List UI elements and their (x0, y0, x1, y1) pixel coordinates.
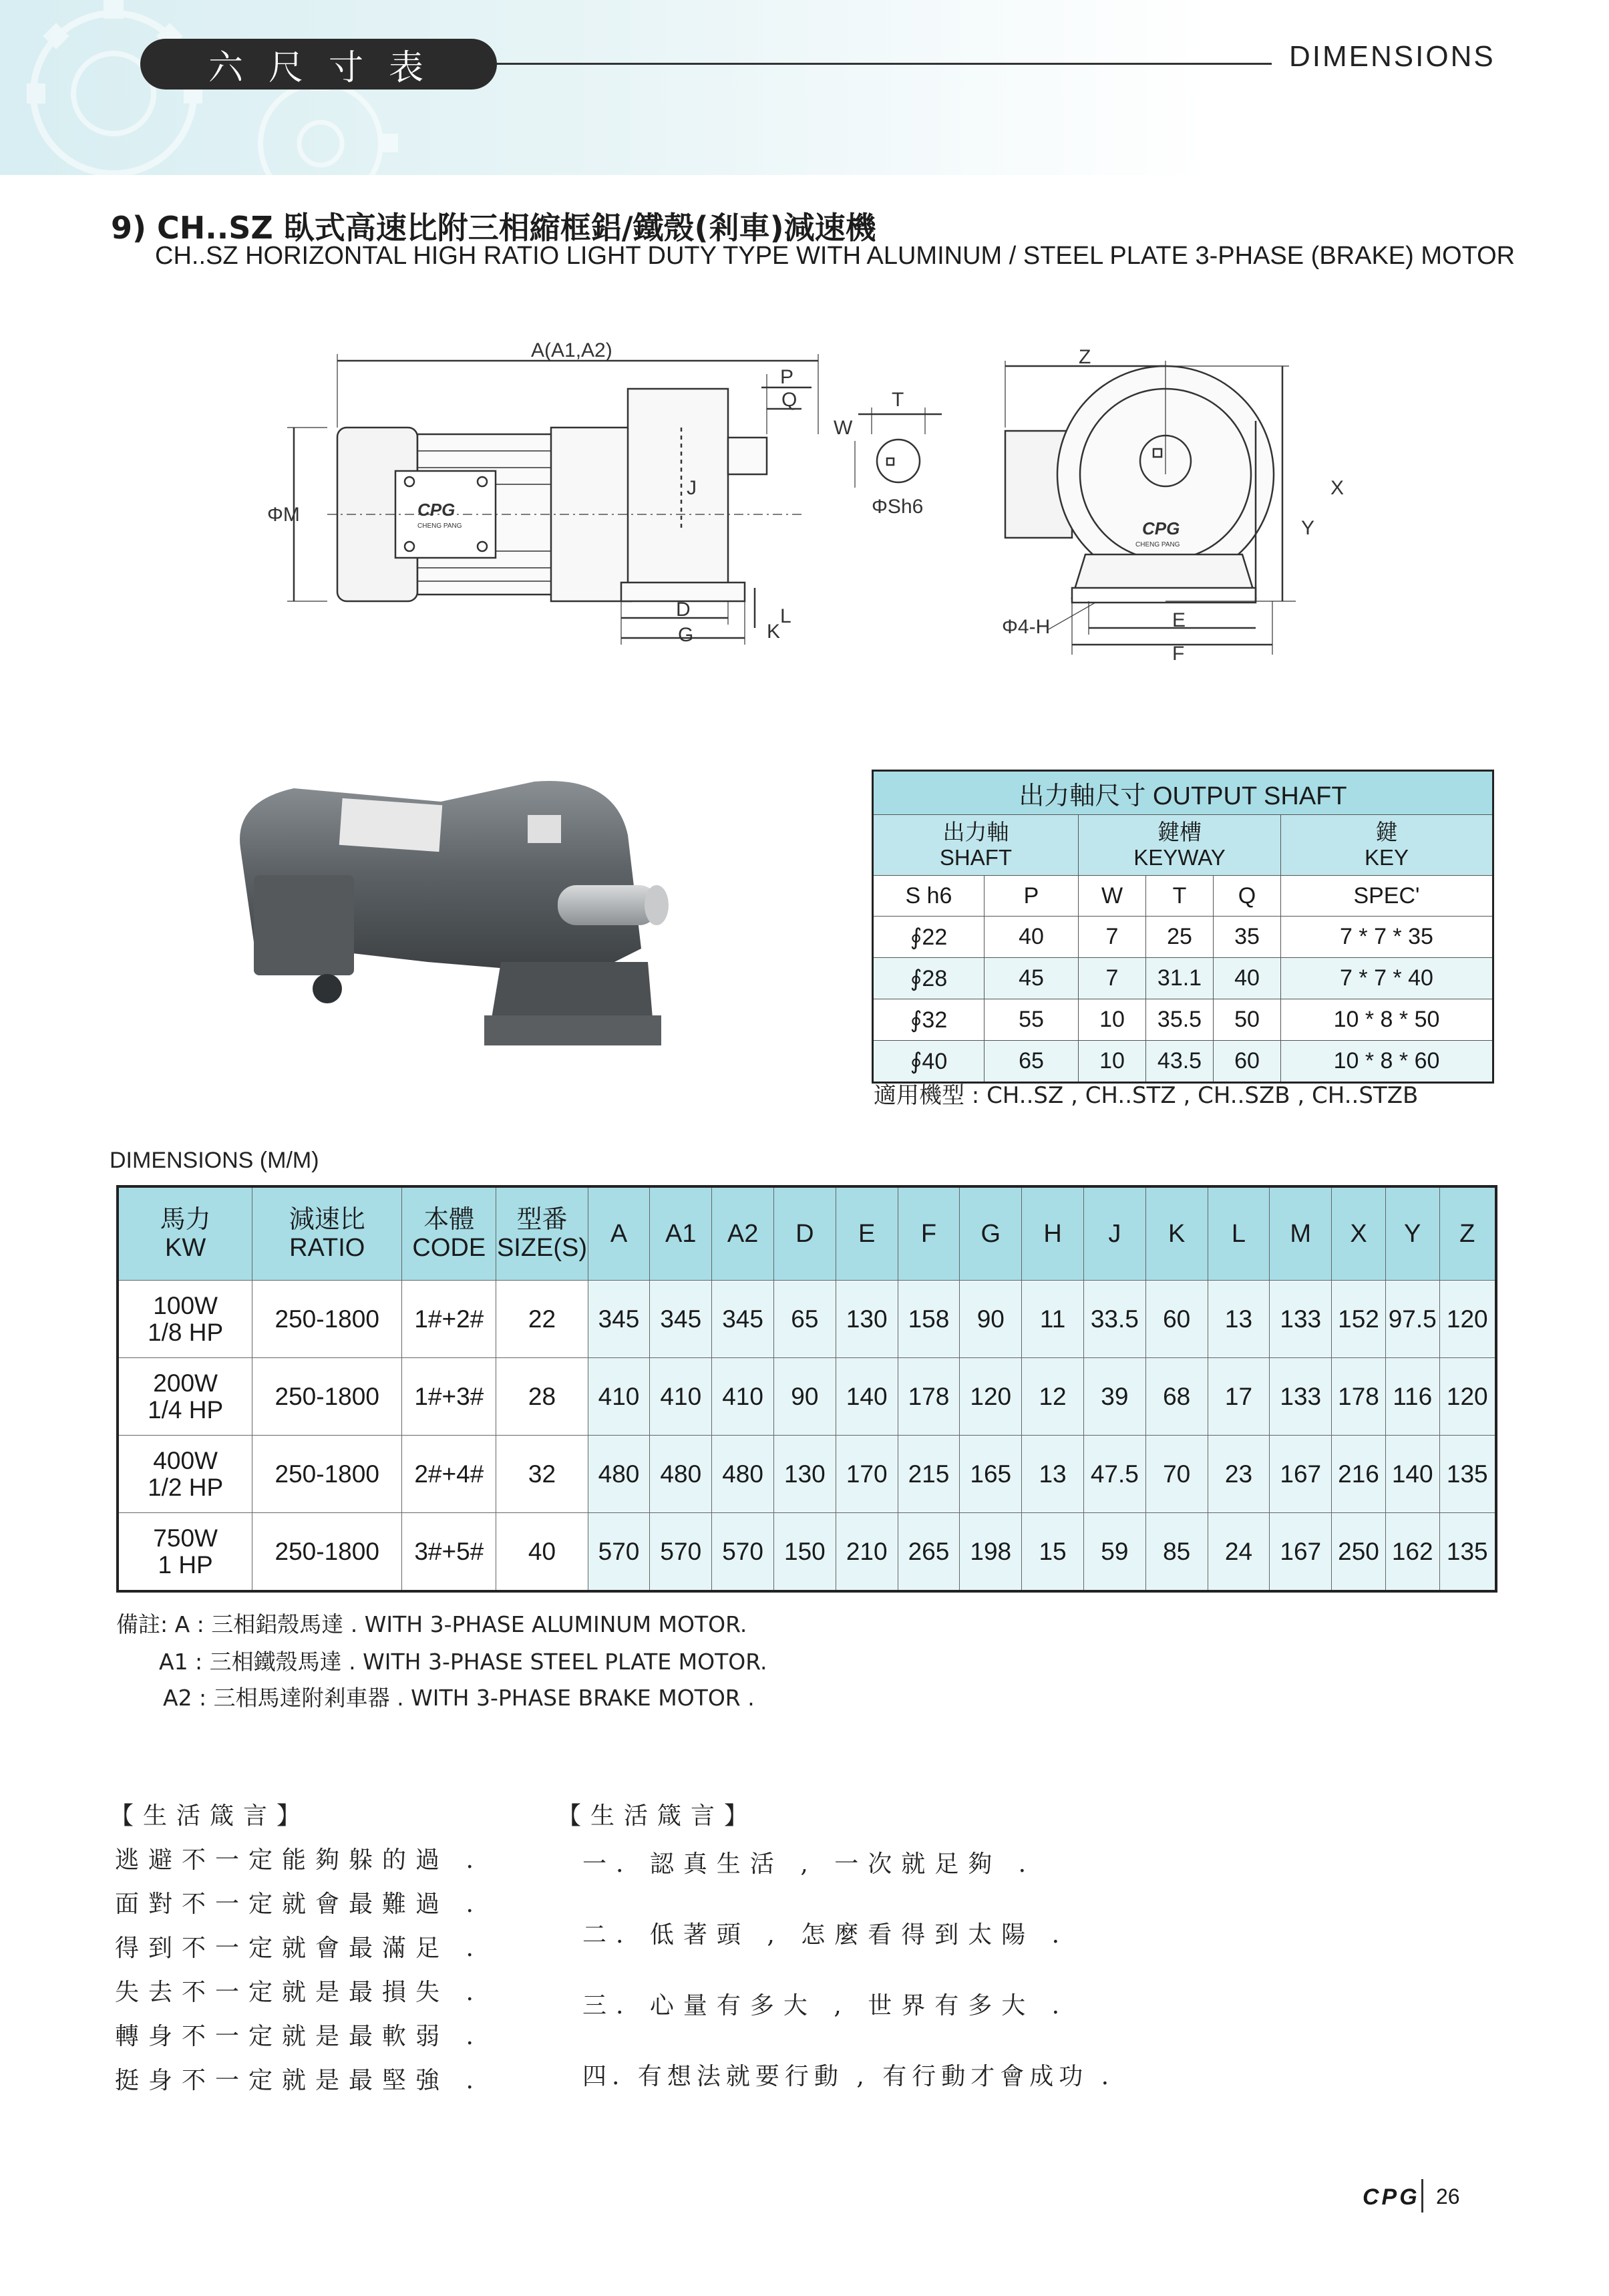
table-cell: 133 (1270, 1358, 1332, 1436)
table-cell: 65 (985, 1041, 1079, 1083)
motto-left-heading: 【生活箴言】 (110, 1802, 311, 1830)
label-t: T (892, 389, 904, 411)
table-cell: ∮32 (873, 999, 985, 1041)
dim-col-header (118, 1186, 252, 1281)
dim-col-header-line1: X (1350, 1220, 1367, 1248)
dim-col-header-line1: M (1290, 1220, 1312, 1248)
table-cell: 158 (898, 1281, 960, 1358)
table-cell: 133 (1270, 1281, 1332, 1358)
table-cell: 116 (1385, 1358, 1439, 1436)
shaft-group-en: SHAFT (939, 845, 1013, 870)
dim-col-header-line1: 馬力 (160, 1206, 211, 1234)
motto-right-line: 二. 低著頭 , 怎麼看得到太陽 . (582, 1921, 1069, 1949)
shaft-col-header: S h6 (873, 876, 985, 917)
dimensions-table (116, 1185, 1497, 1593)
label-y: Y (1301, 517, 1315, 539)
table-cell: 140 (1385, 1436, 1439, 1513)
dim-col-header (1385, 1186, 1439, 1281)
table-cell: 170 (836, 1436, 898, 1513)
product-title-en: CH..SZ HORIZONTAL HIGH RATIO LIGHT DUTY TYPE WITH ALUMINUM / STEEL PLATE 3-PHASE (BRAKE) MOTOR (155, 242, 1515, 270)
label-a: A(A1,A2) (531, 339, 612, 361)
motto-left-line: 逃避不一定能夠躲的過 . (115, 1846, 483, 1874)
dim-col-header-line1: A1 (665, 1220, 697, 1248)
table-cell: 345 (588, 1281, 650, 1358)
dim-col-header-line2: RATIO (289, 1234, 365, 1262)
power-hp: 1/4 HP (148, 1396, 224, 1424)
dim-col-header-line1: H (1043, 1220, 1062, 1248)
table-cell-code: 2#+4# (402, 1436, 496, 1513)
drawing-brand-sub-front: CHENG PANG (1135, 541, 1180, 548)
table-cell: 10 (1079, 999, 1146, 1041)
table-cell: 10 * 8 * 50 (1281, 999, 1493, 1041)
table-cell: 35 (1214, 917, 1281, 958)
shaft-table-title: 出力軸尺寸 OUTPUT SHAFT (873, 771, 1493, 815)
table-cell: 10 (1079, 1041, 1146, 1083)
header-rule (497, 63, 1272, 65)
table-cell: 60 (1145, 1281, 1208, 1358)
table-cell: 35.5 (1146, 999, 1214, 1041)
dim-col-header-line2: SIZE(S) (496, 1234, 588, 1262)
table-row (873, 917, 1493, 958)
dim-col-header-line2: KW (165, 1234, 206, 1262)
table-cell: 120 (960, 1358, 1022, 1436)
dim-col-header-line1: D (795, 1220, 814, 1248)
label-f: F (1172, 643, 1185, 665)
table-cell-size: 28 (496, 1358, 588, 1436)
table-cell: 24 (1208, 1513, 1270, 1592)
table-cell: 345 (712, 1281, 774, 1358)
dim-col-header-line1: L (1231, 1220, 1246, 1248)
note-a: 備註: A : 三相鋁殼馬達 . WITH 3-PHASE ALUMINUM MOTOR. (116, 1611, 747, 1637)
table-cell: 410 (588, 1358, 650, 1436)
label-j: J (687, 477, 697, 499)
table-cell: 70 (1145, 1436, 1208, 1513)
table-cell: 120 (1439, 1281, 1496, 1358)
table-row (118, 1513, 1496, 1592)
table-cell: 167 (1270, 1513, 1332, 1592)
motto-left-line: 面對不一定就會最難過 . (115, 1891, 483, 1918)
page-number: 26 (1436, 2184, 1460, 2208)
table-cell: 33.5 (1083, 1281, 1145, 1358)
shaft-col-header: W (1079, 876, 1146, 917)
product-title-zh: 9) CH..SZ 臥式高速比附三相縮框鋁/鐵殼(剎車)減速機 (111, 210, 876, 246)
table-cell: 85 (1145, 1513, 1208, 1592)
table-cell-size: 32 (496, 1436, 588, 1513)
motto-left-line: 轉身不一定就是最軟弱 . (115, 2023, 483, 2050)
dim-col-header (712, 1186, 774, 1281)
table-cell: 50 (1214, 999, 1281, 1041)
key-group-zh: 鍵 (1375, 820, 1398, 844)
dim-col-header (650, 1186, 712, 1281)
dim-col-header (836, 1186, 898, 1281)
dim-col-header (588, 1186, 650, 1281)
keyway-group-header (1079, 815, 1281, 876)
power-kw: 100W (153, 1291, 218, 1319)
table-cell: 90 (960, 1281, 1022, 1358)
table-cell: ∮40 (873, 1041, 985, 1083)
dim-header-row (118, 1186, 1496, 1281)
table-cell: 25 (1146, 917, 1214, 958)
power-cell (118, 1513, 252, 1592)
shaft-col-header: SPEC' (1281, 876, 1493, 917)
table-row (873, 999, 1493, 1041)
dim-col-header-line1: 減速比 (289, 1206, 365, 1234)
label-e: E (1172, 609, 1186, 631)
dim-col-header (1083, 1186, 1145, 1281)
table-cell: 135 (1439, 1436, 1496, 1513)
dimension-drawing (267, 334, 1349, 681)
table-cell: 410 (712, 1358, 774, 1436)
table-cell: 265 (898, 1513, 960, 1592)
label-h: Φ4-H (1002, 616, 1051, 638)
table-cell-size: 22 (496, 1281, 588, 1358)
table-cell: 11 (1022, 1281, 1084, 1358)
dim-col-header (960, 1186, 1022, 1281)
table-cell: 60 (1214, 1041, 1281, 1083)
dim-col-header-line1: 型番 (516, 1206, 568, 1234)
dim-col-header (252, 1186, 402, 1281)
table-cell-ratio: 250-1800 (252, 1281, 402, 1358)
table-cell: 68 (1145, 1358, 1208, 1436)
drawing-brand-front: CPG (1142, 518, 1180, 538)
power-cell (118, 1281, 252, 1358)
key-group-en: KEY (1364, 845, 1409, 870)
footer-separator (1421, 2179, 1423, 2212)
dim-col-header-line1: A2 (727, 1220, 759, 1248)
power-cell (118, 1436, 252, 1513)
keyway-group-zh: 鍵槽 (1157, 820, 1202, 844)
label-sh6: ΦSh6 (872, 496, 924, 518)
table-cell: 167 (1270, 1436, 1332, 1513)
table-cell-code: 1#+2# (402, 1281, 496, 1358)
power-kw: 750W (153, 1524, 218, 1552)
dim-col-header-line1: Z (1459, 1220, 1475, 1248)
product-photo (214, 762, 788, 1069)
dim-col-header-line1: F (920, 1220, 937, 1248)
table-cell: 7 * 7 * 35 (1281, 917, 1493, 958)
table-cell: 130 (773, 1436, 836, 1513)
table-cell: 150 (773, 1513, 836, 1592)
table-cell: 55 (985, 999, 1079, 1041)
table-cell: 31.1 (1146, 958, 1214, 999)
dim-col-header (1332, 1186, 1386, 1281)
table-cell-code: 3#+5# (402, 1513, 496, 1592)
table-cell: 13 (1022, 1436, 1084, 1513)
table-cell: ∮22 (873, 917, 985, 958)
table-cell: 152 (1332, 1281, 1386, 1358)
dim-col-header (402, 1186, 496, 1281)
shaft-col-header: P (985, 876, 1079, 917)
power-hp: 1/2 HP (148, 1473, 224, 1501)
table-cell: 410 (650, 1358, 712, 1436)
table-cell: 47.5 (1083, 1436, 1145, 1513)
drawing-brand-side: CPG (417, 500, 456, 520)
table-cell: 480 (650, 1436, 712, 1513)
key-group-header (1281, 815, 1493, 876)
table-cell: 570 (650, 1513, 712, 1592)
table-cell: 140 (836, 1358, 898, 1436)
dim-body (118, 1281, 1496, 1592)
section-title-pill: 六尺寸表 (140, 39, 497, 90)
shaft-group-zh: 出力軸 (942, 820, 1009, 844)
dim-col-header (1208, 1186, 1270, 1281)
dim-col-header-line1: K (1168, 1220, 1186, 1248)
motto-left-line: 挺身不一定就是最堅強 . (115, 2067, 483, 2094)
table-cell: 12 (1022, 1358, 1084, 1436)
motto-right-heading: 【生活箴言】 (557, 1802, 758, 1830)
table-cell: 570 (712, 1513, 774, 1592)
dim-col-header (496, 1186, 588, 1281)
table-cell-ratio: 250-1800 (252, 1436, 402, 1513)
dim-col-header-line2: CODE (412, 1234, 486, 1262)
table-cell: 7 * 7 * 40 (1281, 958, 1493, 999)
table-cell: 97.5 (1385, 1281, 1439, 1358)
table-cell: 130 (836, 1281, 898, 1358)
dim-col-header (1270, 1186, 1332, 1281)
table-cell: 210 (836, 1513, 898, 1592)
table-cell: 162 (1385, 1513, 1439, 1592)
table-cell: 40 (985, 917, 1079, 958)
table-cell: ∮28 (873, 958, 985, 999)
table-cell: 23 (1208, 1436, 1270, 1513)
label-l: L (780, 605, 791, 627)
table-cell: 7 (1079, 958, 1146, 999)
dim-col-header-line1: G (980, 1220, 1001, 1248)
output-shaft-table (872, 770, 1494, 1084)
table-cell-ratio: 250-1800 (252, 1358, 402, 1436)
table-cell: 39 (1083, 1358, 1145, 1436)
table-cell: 570 (588, 1513, 650, 1592)
table-row (873, 958, 1493, 999)
table-cell-code: 1#+3# (402, 1358, 496, 1436)
section-title-en: DIMENSIONS (1289, 40, 1495, 73)
power-kw: 400W (153, 1446, 218, 1474)
motto-left-line: 得到不一定就會最滿足 . (115, 1935, 483, 1962)
dim-col-header (898, 1186, 960, 1281)
dim-col-header (1145, 1186, 1208, 1281)
table-cell-size: 40 (496, 1513, 588, 1592)
shaft-col-header: Q (1214, 876, 1281, 917)
table-cell: 178 (898, 1358, 960, 1436)
table-cell: 15 (1022, 1513, 1084, 1592)
power-hp: 1 HP (158, 1550, 213, 1579)
table-cell: 17 (1208, 1358, 1270, 1436)
dim-col-header (773, 1186, 836, 1281)
applicable-models: 適用機型 : CH..SZ , CH..STZ , CH..SZB , CH..STZB (874, 1082, 1419, 1109)
table-cell: 90 (773, 1358, 836, 1436)
power-kw: 200W (153, 1369, 218, 1397)
table-cell: 250 (1332, 1513, 1386, 1592)
table-cell: 480 (712, 1436, 774, 1513)
dim-col-header-line1: E (858, 1220, 876, 1248)
table-cell: 480 (588, 1436, 650, 1513)
motto-right-line: 一. 認真生活 , 一次就足夠 . (582, 1850, 1036, 1878)
dimensions-label: DIMENSIONS (M/M) (110, 1148, 319, 1173)
note-a2: A2 : 三相馬達附剎車器 . WITH 3-PHASE BRAKE MOTOR . (163, 1685, 755, 1711)
table-cell: 120 (1439, 1358, 1496, 1436)
label-w: W (834, 417, 853, 439)
label-q: Q (781, 389, 797, 411)
table-cell: 198 (960, 1513, 1022, 1592)
table-cell: 215 (898, 1436, 960, 1513)
table-row (118, 1281, 1496, 1358)
dim-col-header (1022, 1186, 1084, 1281)
table-cell: 178 (1332, 1358, 1386, 1436)
table-cell: 43.5 (1146, 1041, 1214, 1083)
motto-right-line: 四. 有想法就要行動 , 有行動才會成功 . (582, 2063, 1115, 2090)
power-cell (118, 1358, 252, 1436)
motto-right-line: 三. 心量有多大 , 世界有多大 . (582, 1992, 1069, 2019)
table-cell: 7 (1079, 917, 1146, 958)
dim-col-header-line1: J (1108, 1220, 1121, 1248)
table-cell: 345 (650, 1281, 712, 1358)
table-cell: 216 (1332, 1436, 1386, 1513)
table-cell: 165 (960, 1436, 1022, 1513)
keyway-group-en: KEYWAY (1133, 845, 1226, 870)
label-p: P (780, 366, 794, 388)
drawing-brand-sub-side: CHENG PANG (417, 522, 462, 530)
table-cell: 45 (985, 958, 1079, 999)
power-hp: 1/8 HP (148, 1318, 224, 1346)
table-row (118, 1358, 1496, 1436)
dim-col-header (1439, 1186, 1496, 1281)
label-z: Z (1079, 346, 1091, 368)
table-cell: 10 * 8 * 60 (1281, 1041, 1493, 1083)
table-row (118, 1436, 1496, 1513)
note-a1: A1 : 三相鐵殼馬達 . WITH 3-PHASE STEEL PLATE MOTOR. (159, 1649, 767, 1675)
motto-left-line: 失去不一定就是最損失 . (115, 1979, 483, 2006)
dim-col-header-line1: Y (1404, 1220, 1421, 1248)
table-cell: 59 (1083, 1513, 1145, 1592)
label-x: X (1330, 477, 1345, 499)
table-cell-ratio: 250-1800 (252, 1513, 402, 1592)
label-d: D (676, 599, 691, 621)
label-k: K (767, 621, 781, 643)
dim-col-header-line1: A (610, 1220, 628, 1248)
label-g: G (678, 624, 694, 646)
table-cell: 65 (773, 1281, 836, 1358)
table-cell: 135 (1439, 1513, 1496, 1592)
label-m: ΦM (267, 504, 300, 526)
shaft-group-header (873, 815, 1079, 876)
shaft-col-header: T (1146, 876, 1214, 917)
footer-logo: CPG (1363, 2184, 1420, 2210)
dim-col-header-line1: 本體 (423, 1206, 475, 1234)
table-cell: 40 (1214, 958, 1281, 999)
table-cell: 13 (1208, 1281, 1270, 1358)
